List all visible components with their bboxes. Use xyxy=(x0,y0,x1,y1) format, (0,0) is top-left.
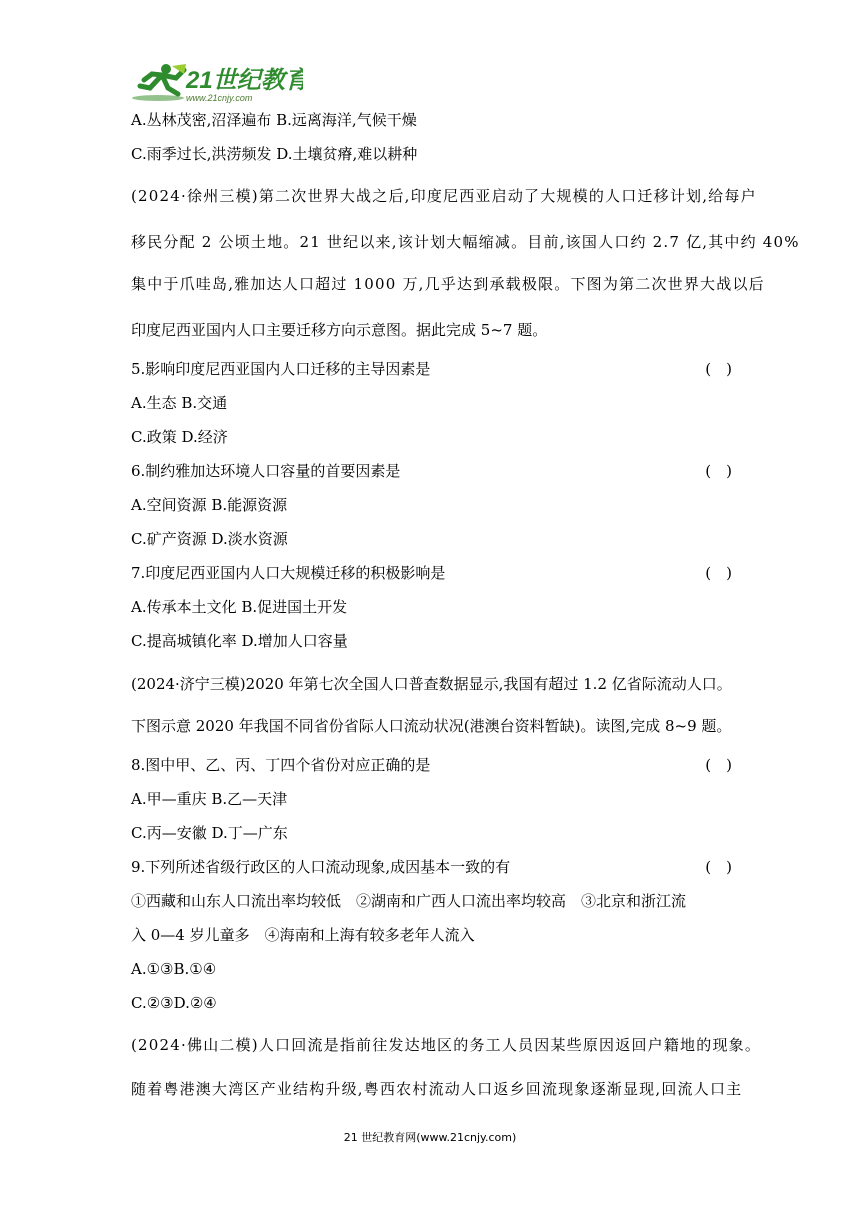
question-7: 7.印度尼西亚国内人口大规模迁移的积极影响是 xyxy=(131,564,446,582)
passage-line: (2024·济宁三模)2020 年第七次全国人口普查数据显示,我国有超过 1.2 亿省际流动人口。 xyxy=(131,675,732,693)
runner-logo-icon xyxy=(128,60,303,104)
answer-paren: ( ) xyxy=(705,360,732,378)
question-9: 9.下列所述省级行政区的人口流动现象,成因基本一致的有 xyxy=(131,858,511,876)
question-5: 5.影响印度尼西亚国内人口迁移的主导因素是 xyxy=(131,360,431,378)
statement-line: 入 0—4 岁儿童多 ④海南和上海有较多老年人流入 xyxy=(131,926,475,944)
option-line: C.提高城镇化率 D.增加人口容量 xyxy=(131,632,348,650)
answer-paren: ( ) xyxy=(705,462,732,480)
answer-paren: ( ) xyxy=(705,756,732,774)
passage-line: 移民分配 2 公顷土地。21 世纪以来,该计划大幅缩减。目前,该国人口约 2.7 亿,其中约 40% xyxy=(131,233,800,251)
question-8: 8.图中甲、乙、丙、丁四个省份对应正确的是 xyxy=(131,756,431,774)
option-line: A.甲—重庆 B.乙—天津 xyxy=(131,790,288,808)
passage-line: (2024·佛山二模)人口回流是指前往发达地区的务工人员因某些原因返回户籍地的现象。 xyxy=(131,1036,762,1054)
option-line: C.矿产资源 D.淡水资源 xyxy=(131,530,288,548)
option-line-4ab: A.丛林茂密,沼泽遍布 B.远离海洋,气候干燥 xyxy=(131,111,417,129)
statement-line: ①西藏和山东人口流出率均较低 ②湖南和广西人口流出率均较高 ③北京和浙江流 xyxy=(131,892,687,910)
logo-url: www.21cnjy.com xyxy=(186,93,253,103)
option-line: A.生态 B.交通 xyxy=(131,394,228,412)
option-line: A.传承本土文化 B.促进国土开发 xyxy=(131,598,348,616)
option-line-4cd: C.雨季过长,洪涝频发 D.土壤贫瘠,难以耕种 xyxy=(131,145,418,163)
question-6: 6.制约雅加达环境人口容量的首要因素是 xyxy=(131,462,401,480)
page-footer: 21 世纪教育网(www.21cnjy.com) xyxy=(343,1131,517,1144)
option-line: A.①③B.①④ xyxy=(131,960,217,978)
passage-line: 随着粤港澳大湾区产业结构升级,粤西农村流动人口返乡回流现象逐渐显现,回流人口主 xyxy=(131,1080,743,1098)
answer-paren: ( ) xyxy=(705,564,732,582)
answer-paren: ( ) xyxy=(705,858,732,876)
passage-line: (2024·徐州三模)第二次世界大战之后,印度尼西亚启动了大规模的人口迁移计划,给每户 xyxy=(131,187,757,205)
option-line: A.空间资源 B.能源资源 xyxy=(131,496,288,514)
passage-line: 下图示意 2020 年我国不同省份省际人口流动状况(港澳台资料暂缺)。读图,完成 8~9 题。 xyxy=(131,717,732,735)
logo-text: 21世纪教育 xyxy=(186,67,303,94)
passage-line: 印度尼西亚国内人口主要迁移方向示意图。据此完成 5~7 题。 xyxy=(131,321,548,339)
option-line: C.政策 D.经济 xyxy=(131,428,228,446)
option-line: C.丙—安徽 D.丁—广东 xyxy=(131,824,288,842)
passage-line: 集中于爪哇岛,雅加达人口超过 1000 万,几乎达到承载极限。下图为第二次世界大战以后 xyxy=(131,275,765,293)
logo xyxy=(128,60,303,104)
option-line: C.②③D.②④ xyxy=(131,994,217,1012)
